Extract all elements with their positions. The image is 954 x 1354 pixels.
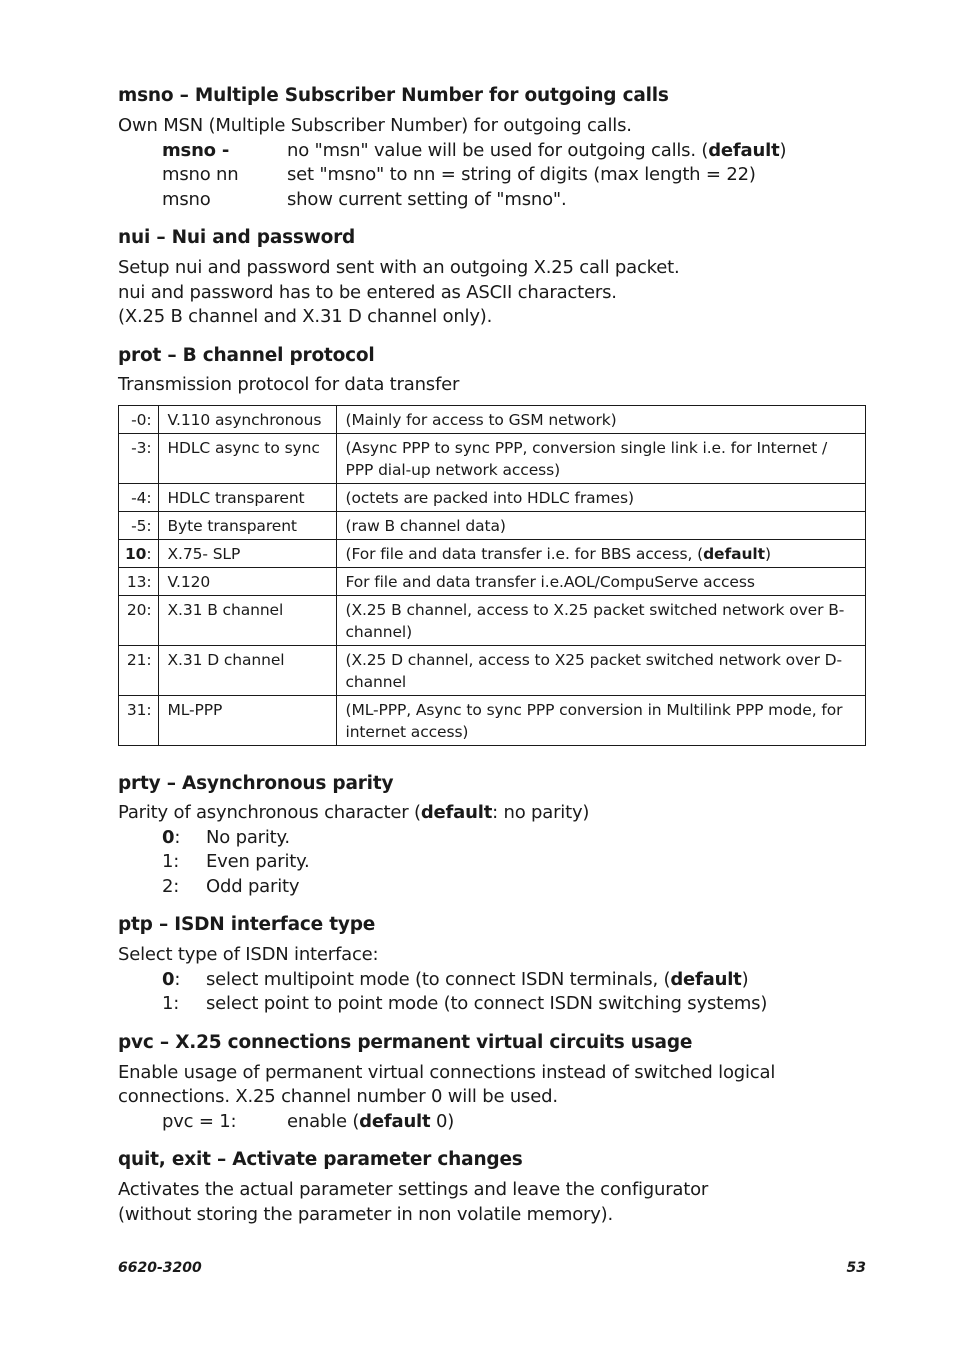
msno-option-row (118, 188, 866, 213)
nui-line: nui and password has to be entered as ASCII characters. (118, 281, 617, 303)
option-key: pvc = 1: (162, 1110, 237, 1132)
option-key: 2: (162, 875, 180, 897)
option-desc: show current setting of "msno". (287, 188, 567, 210)
protocol-code: 20: (119, 596, 159, 646)
option-key: msno - (162, 139, 230, 161)
protocol-code: -0: (119, 406, 159, 434)
protocol-name: HDLC transparent (158, 484, 336, 512)
table-row (119, 596, 866, 646)
table-row (119, 406, 866, 434)
protocol-code: -5: (119, 512, 159, 540)
pvc-line: Enable usage of permanent virtual connections instead of switched logical (118, 1061, 776, 1083)
option-key: 1: (162, 993, 180, 1014)
ptp-option-row (118, 992, 866, 1017)
protocol-desc: For file and data transfer i.e.AOL/CompuServe access (336, 568, 866, 596)
prty-option-row (118, 826, 866, 851)
protocol-desc: (ML-PPP, Async to sync PPP conversion in Multilink PPP mode, for internet access) (336, 696, 866, 746)
protocol-desc: (X.25 B channel, access to X.25 packet switched network over B-channel) (336, 596, 866, 646)
option-key: 0: (162, 968, 181, 990)
option-key: 1: (162, 851, 180, 872)
table-row (119, 434, 866, 484)
pvc-line: connections. X.25 channel number 0 will be used. (118, 1086, 558, 1107)
protocol-desc: (For file and data transfer i.e. for BBS access, (default) (336, 540, 866, 568)
option-desc: no "msn" value will be used for outgoing calls. (default) (287, 139, 787, 161)
option-key: msno nn (162, 164, 239, 185)
protocol-desc: (octets are packed into HDLC frames) (336, 484, 866, 512)
option-key: 0: (162, 826, 181, 848)
option-desc: No parity. (206, 826, 290, 848)
page-number: 53 (846, 1260, 866, 1276)
section-heading-prty: prty – Asynchronous parity (118, 773, 394, 794)
page-footer (118, 1260, 866, 1276)
prot-intro: Transmission protocol for data transfer (118, 373, 460, 395)
ptp-option-row (118, 968, 866, 993)
table-row (119, 696, 866, 746)
document-page (118, 84, 866, 1227)
protocol-name: Byte transparent (158, 512, 336, 540)
protocol-table (118, 405, 866, 746)
protocol-code: -4: (119, 484, 159, 512)
table-row (119, 646, 866, 696)
option-key: msno (162, 188, 211, 210)
prty-intro: Parity of asynchronous character (default: no parity) (118, 802, 590, 823)
protocol-name: V.110 asynchronous (158, 406, 336, 434)
msno-option-row (118, 139, 866, 164)
section-heading-ptp: ptp – ISDN interface type (118, 914, 376, 935)
protocol-code: 31: (119, 696, 159, 746)
section-heading-msno: msno – Multiple Subscriber Number for outgoing calls (118, 85, 669, 106)
table-row (119, 540, 866, 568)
table-row (119, 512, 866, 540)
section-heading-nui: nui – Nui and password (118, 227, 356, 248)
protocol-desc: (Mainly for access to GSM network) (336, 406, 866, 434)
table-row (119, 484, 866, 512)
protocol-name: X.75- SLP (158, 540, 336, 568)
quit-line: (without storing the parameter in non volatile memory). (118, 1203, 614, 1225)
protocol-desc: (raw B channel data) (336, 512, 866, 540)
section-heading-quit: quit, exit – Activate parameter changes (118, 1149, 523, 1170)
option-desc: Odd parity (206, 875, 300, 897)
protocol-desc: (Async PPP to sync PPP, conversion single link i.e. for Internet / PPP dial-up network access) (336, 434, 866, 484)
msno-intro: Own MSN (Multiple Subscriber Number) for outgoing calls. (118, 115, 632, 136)
msno-option-row (118, 163, 866, 188)
prty-option-row (118, 875, 866, 900)
document-number: 6620-3200 (118, 1260, 202, 1276)
option-desc: select multipoint mode (to connect ISDN terminals, (default) (206, 968, 749, 990)
protocol-code: 21: (119, 646, 159, 696)
option-desc: Even parity. (206, 851, 310, 872)
protocol-code: 13: (119, 568, 159, 596)
nui-line: Setup nui and password sent with an outgoing X.25 call packet. (118, 257, 680, 278)
protocol-name: HDLC async to sync (158, 434, 336, 484)
protocol-code: 10: (119, 540, 159, 568)
option-desc: enable (default 0) (287, 1110, 455, 1132)
section-heading-pvc: pvc – X.25 connections permanent virtual circuits usage (118, 1031, 693, 1053)
option-desc: set "msno" to nn = string of digits (max length = 22) (287, 164, 756, 185)
pvc-option-row (118, 1110, 866, 1135)
protocol-desc: (X.25 D channel, access to X25 packet switched network over D-channel (336, 646, 866, 696)
nui-line: (X.25 B channel and X.31 D channel only). (118, 306, 493, 327)
section-heading-prot: prot – B channel protocol (118, 344, 375, 366)
ptp-intro: Select type of ISDN interface: (118, 944, 379, 965)
protocol-name: V.120 (158, 568, 336, 596)
option-desc: select point to point mode (to connect ISDN switching systems) (206, 993, 768, 1014)
protocol-name: X.31 D channel (158, 646, 336, 696)
protocol-name: X.31 B channel (158, 596, 336, 646)
protocol-name: ML-PPP (158, 696, 336, 746)
protocol-code: -3: (119, 434, 159, 484)
table-row (119, 568, 866, 596)
quit-line: Activates the actual parameter settings and leave the configurator (118, 1179, 709, 1200)
prty-option-row (118, 850, 866, 875)
